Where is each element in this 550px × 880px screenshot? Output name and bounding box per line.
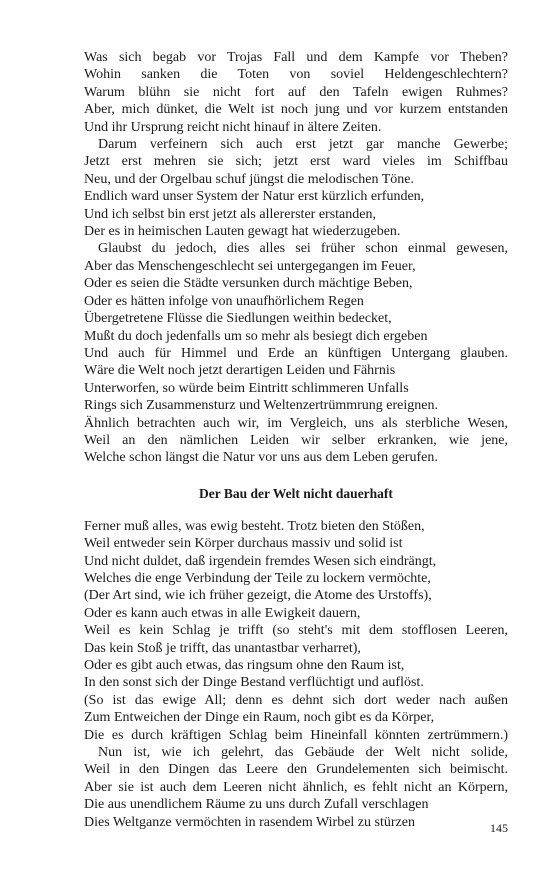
verse-line: Oder es hätten infolge von unaufhörlichem Regen: [84, 293, 364, 309]
verse-line: Aber das Menschengeschlecht sei untergegangen im Feuer,: [84, 258, 416, 274]
verse-section-2: [84, 518, 508, 831]
verse-line: (So ist das ewige All; denn es dehnt sich dort weder nach außen: [84, 692, 508, 708]
verse-line: Und auch für Himmel und Erde an künftigen Untergang glauben.: [84, 345, 508, 361]
verse-line: Zum Entweichen der Dinge ein Raum, noch gibt es da Körper,: [84, 710, 435, 726]
verse-line: Endlich ward unser System der Natur erst kürzlich erfunden,: [84, 189, 425, 205]
page-number: 145: [490, 821, 508, 835]
section-heading: Der Bau der Welt nicht dauerhaft: [199, 485, 393, 501]
verse-line: Warum blühn sie nicht fort auf den Tafeln ewigen Ruhmes?: [84, 84, 508, 100]
verse-line: Ähnlich betrachten auch wir, im Vergleich, uns als sterbliche Wesen,: [84, 415, 508, 431]
verse-line: Und ihr Ursprung reicht nicht hinauf in ältere Zeiten.: [84, 119, 382, 135]
verse-line: Und nicht duldet, daß irgendein fremdes Wesen sich eindrängt,: [84, 553, 437, 569]
verse-line: Weil in den Dingen das Leere den Grundelementen sich beimischt.: [84, 762, 508, 778]
verse-line: Weil an den nämlichen Leiden wir selber erkranken, wie jene,: [84, 432, 508, 448]
verse-line: Übergetretene Flüsse die Siedlungen weithin bedecket,: [84, 311, 392, 327]
verse-line: Die aus unendlichem Räume zu uns durch Zufall verschlagen: [84, 797, 429, 813]
verse-line: (Der Art sind, wie ich früher gezeigt, die Atome des Urstoffs),: [84, 588, 432, 604]
verse-line: Oder es seien die Städte versunken durch mächtige Beben,: [84, 276, 413, 292]
verse-line: Aber sie ist auch dem Leeren nicht ähnlich, es fehlt nicht an Körpern,: [84, 779, 508, 795]
verse-line: Nun ist, wie ich gelehrt, das Gebäude der Welt nicht solide,: [98, 745, 508, 761]
verse-line: Rings sich Zusammensturz und Weltenzertrümmrung ereignen.: [84, 398, 438, 414]
verse-line: Das kein Stoß je trifft, das unantastbar verharret),: [84, 640, 361, 656]
verse-line: Wohin sanken die Toten von soviel Heldengeschlechtern?: [84, 67, 508, 83]
verse-line: Darum verfeinern sich auch erst jetzt gar manche Gewerbe;: [98, 137, 508, 153]
verse-line: Weil entweder sein Körper durchaus massiv und solid ist: [84, 536, 403, 552]
verse-line: Aber, mich dünket, die Welt ist noch jung und vor kurzem entstanden: [84, 102, 508, 118]
verse-line: Welche schon längst die Natur vor uns aus dem Leben gerufen.: [84, 450, 438, 466]
verse-line: Neu, und der Orgelbau schuf jüngst die melodischen Töne.: [84, 171, 414, 187]
verse-line: Der es in heimischen Lauten gewagt hat wiederzugeben.: [84, 224, 401, 240]
verse-line: Die es durch kräftigen Schlag beim Hineinfall könnten zertrümmern.): [84, 727, 508, 743]
verse-line: Oder es gibt auch etwas, das ringsum ohne den Raum ist,: [84, 658, 405, 673]
verse-line: Unterworfen, so würde beim Eintritt schlimmeren Unfalls: [84, 380, 409, 396]
verse-line: Mußt du doch jedenfalls um so mehr als besiegt dich ergeben: [84, 328, 428, 344]
verse-line: Oder es kann auch etwas in alle Ewigkeit dauern,: [84, 605, 361, 621]
verse-line: Dies Weltganze vermöchten in rasendem Wirbel zu stürzen: [84, 814, 415, 830]
verse-line: Glaubst du jedoch, dies alles sei früher schon einmal gewesen,: [98, 241, 508, 257]
verse-line: In den sonst sich der Dinge Bestand verflüchtigt und auflöst.: [84, 675, 424, 691]
verse-line: Wäre die Welt noch jetzt derartigen Leiden und Fährnis: [84, 363, 396, 379]
verse-line: Welches die enge Verbindung der Teile zu lockern vermöchte,: [84, 570, 431, 586]
verse-line: Was sich begab vor Trojas Fall und dem Kampfe vor Theben?: [84, 50, 508, 65]
verse-line: Weil es kein Schlag je trifft (so steht's mit dem stofflosen Leeren,: [84, 623, 508, 639]
verse-section-1: [84, 49, 508, 467]
verse-line: Jetzt erst mehren sie sich; jetzt erst ward vieles im Schiffbau: [84, 154, 508, 170]
verse-line: Ferner muß alles, was ewig besteht. Trotz bieten den Stößen,: [84, 518, 425, 534]
verse-line: Und ich selbst bin erst jetzt als allererster erstanden,: [84, 206, 376, 222]
page-body: [84, 49, 508, 831]
